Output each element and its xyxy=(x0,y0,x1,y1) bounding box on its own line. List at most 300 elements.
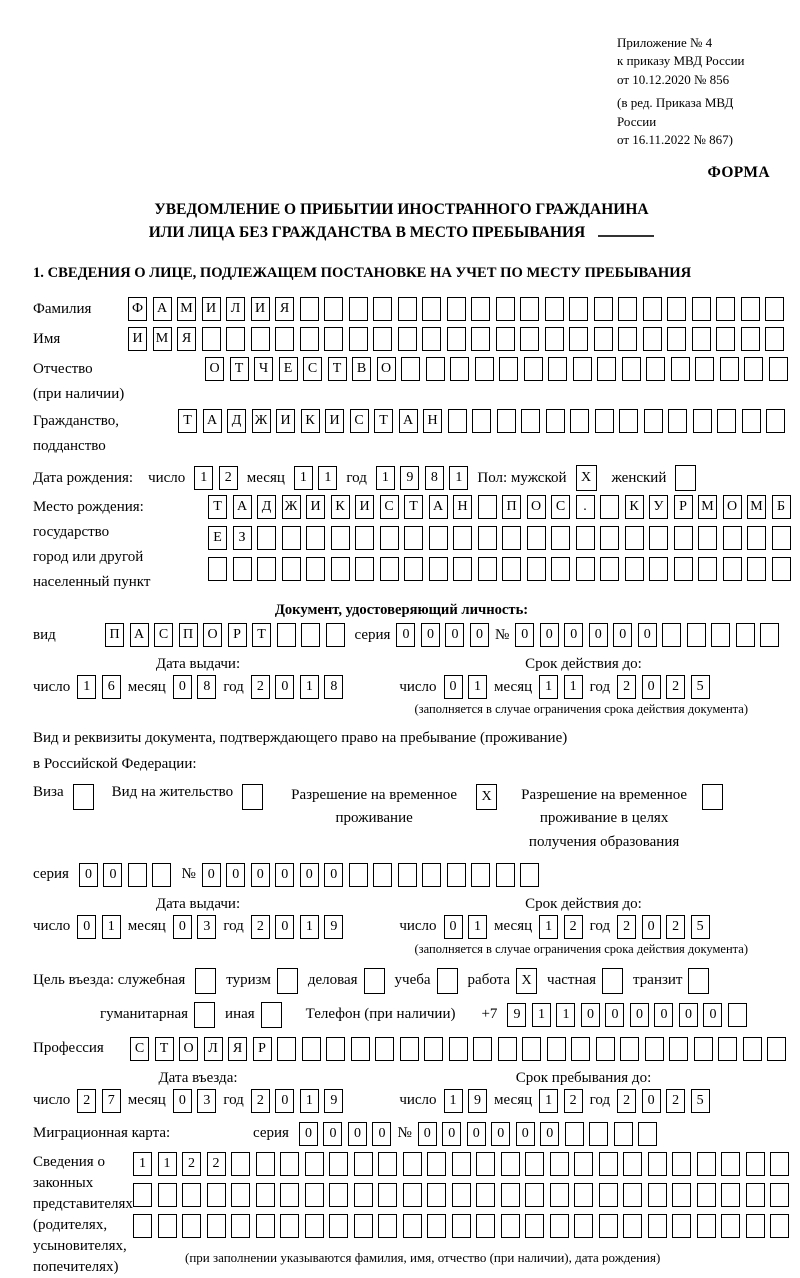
purpose-work-checkbox xyxy=(516,968,537,994)
char-box xyxy=(306,557,325,581)
visa-option xyxy=(33,784,94,810)
char-box xyxy=(355,526,374,550)
char-box xyxy=(723,526,742,550)
char-box xyxy=(718,1037,737,1061)
char-box xyxy=(746,1183,765,1207)
char-box: И xyxy=(202,297,221,321)
char-box: А xyxy=(203,409,222,433)
char-box xyxy=(638,1122,657,1146)
residence-doc-number-boxes xyxy=(202,863,540,887)
char-box xyxy=(520,863,539,887)
char-box: 0 xyxy=(202,863,221,887)
char-box: 1 xyxy=(539,1089,558,1113)
representatives-label xyxy=(33,1152,133,1278)
char-box xyxy=(354,1183,373,1207)
char-box xyxy=(427,1214,446,1238)
visa-checkbox xyxy=(73,784,94,810)
char-box: 5 xyxy=(691,1089,710,1113)
char-box: 1 xyxy=(468,915,487,939)
char-box xyxy=(643,327,662,351)
char-box: И xyxy=(355,495,374,519)
char-box xyxy=(329,1152,348,1176)
char-box xyxy=(747,526,766,550)
char-box xyxy=(687,623,706,647)
char-box xyxy=(570,409,589,433)
char-box: У xyxy=(649,495,668,519)
char-box: 0 xyxy=(516,1122,535,1146)
char-box xyxy=(158,1183,177,1207)
char-box xyxy=(496,863,515,887)
char-box: 3 xyxy=(197,915,216,939)
char-box: 1 xyxy=(194,466,213,490)
char-box xyxy=(525,1152,544,1176)
citizenship-label-line-1: Гражданство, xyxy=(33,413,120,430)
char-box xyxy=(694,1037,713,1061)
month-boxes xyxy=(173,915,217,939)
representatives-boxes-row-2 xyxy=(133,1183,789,1207)
char-box: 0 xyxy=(173,1089,192,1113)
year-boxes xyxy=(251,915,344,939)
char-box xyxy=(597,357,616,381)
char-box xyxy=(473,1037,492,1061)
char-box: 1 xyxy=(300,675,319,699)
char-box xyxy=(644,409,663,433)
year-label: год xyxy=(223,918,244,935)
residence-doc-dates-row xyxy=(33,915,770,939)
residence-doc-type-row xyxy=(33,784,770,854)
char-box: 0 xyxy=(540,1122,559,1146)
char-box: 1 xyxy=(468,675,487,699)
char-box: 0 xyxy=(173,915,192,939)
char-box xyxy=(571,1037,590,1061)
char-box xyxy=(478,495,497,519)
char-box: Т xyxy=(178,409,197,433)
char-box xyxy=(277,968,298,994)
char-box xyxy=(501,1152,520,1176)
char-box xyxy=(649,557,668,581)
purpose-commercial-checkbox xyxy=(364,968,385,994)
migration-card-series-boxes xyxy=(299,1122,392,1146)
char-box: К xyxy=(331,495,350,519)
identity-doc-dates-headings xyxy=(33,656,770,673)
form-label: ФОРМА xyxy=(707,163,770,181)
char-box xyxy=(275,327,294,351)
char-box xyxy=(550,1152,569,1176)
char-box xyxy=(447,863,466,887)
char-box xyxy=(202,327,221,351)
sex-male-checkbox xyxy=(576,465,597,491)
representatives-boxes-row-3 xyxy=(133,1214,789,1238)
birth-day-boxes xyxy=(194,466,238,490)
char-box: 3 xyxy=(197,1089,216,1113)
char-box: 0 xyxy=(642,915,661,939)
char-box: 6 xyxy=(102,675,121,699)
char-box xyxy=(618,297,637,321)
char-box xyxy=(403,1214,422,1238)
char-box xyxy=(401,357,420,381)
char-box: 9 xyxy=(468,1089,487,1113)
char-box xyxy=(449,1037,468,1061)
char-box: Р xyxy=(253,1037,272,1061)
char-box xyxy=(576,557,595,581)
char-box xyxy=(305,1214,324,1238)
char-box xyxy=(329,1183,348,1207)
char-box xyxy=(524,357,543,381)
residence-doc-intro xyxy=(33,726,770,777)
char-box xyxy=(648,1183,667,1207)
residence-doc-issue-date xyxy=(33,915,343,939)
char-box xyxy=(717,409,736,433)
char-box: 2 xyxy=(77,1089,96,1113)
char-box xyxy=(565,1122,584,1146)
month-label: месяц xyxy=(127,678,166,695)
patronymic-label-line-2: (при наличии) xyxy=(33,386,125,403)
char-box xyxy=(765,327,784,351)
char-box xyxy=(437,968,458,994)
char-box: О xyxy=(723,495,742,519)
char-box xyxy=(674,526,693,550)
identity-doc-kind-label: вид xyxy=(33,626,56,643)
char-box xyxy=(550,1214,569,1238)
char-box xyxy=(302,1037,321,1061)
char-box xyxy=(182,1214,201,1238)
char-box xyxy=(300,327,319,351)
char-box xyxy=(426,357,445,381)
char-box xyxy=(648,1152,667,1176)
char-box: Д xyxy=(257,495,276,519)
char-box xyxy=(471,863,490,887)
char-box: О xyxy=(527,495,546,519)
char-box: 1 xyxy=(102,915,121,939)
purpose-other-checkbox xyxy=(261,1002,282,1028)
day-boxes xyxy=(444,915,488,939)
char-box xyxy=(772,557,791,581)
char-box xyxy=(324,327,343,351)
surname-row xyxy=(33,297,770,321)
patronymic-boxes xyxy=(205,357,788,381)
char-box xyxy=(520,297,539,321)
char-box xyxy=(736,623,755,647)
residence-doc-issue-heading: Дата выдачи: xyxy=(155,895,241,912)
char-box: 2 xyxy=(666,675,685,699)
representatives-label-line-2: законных xyxy=(33,1174,94,1191)
char-box xyxy=(355,557,374,581)
char-box: Е xyxy=(208,526,227,550)
char-box xyxy=(769,357,788,381)
residence-doc-series-label: серия xyxy=(33,866,69,883)
char-box xyxy=(422,863,441,887)
citizenship-row xyxy=(33,409,770,459)
entry-date-heading: Дата въезда: xyxy=(158,1069,238,1086)
month-label: месяц xyxy=(127,1092,166,1109)
char-box xyxy=(378,1152,397,1176)
char-box xyxy=(525,1183,544,1207)
appendix-edition-line-1: (в ред. Приказа МВД России xyxy=(617,95,734,129)
birth-place-boxes-row-1 xyxy=(208,495,791,519)
purpose-study-checkbox xyxy=(437,968,458,994)
char-box xyxy=(354,1214,373,1238)
migration-card-number-label: № xyxy=(397,1125,412,1142)
char-box xyxy=(550,1183,569,1207)
char-box xyxy=(602,968,623,994)
char-box xyxy=(496,327,515,351)
title-line-2-text: ИЛИ ЛИЦА БЕЗ ГРАЖДАНСТВА В МЕСТО ПРЕБЫВАНИЯ xyxy=(148,223,586,241)
char-box: 2 xyxy=(251,915,270,939)
char-box xyxy=(476,1214,495,1238)
char-box: 1 xyxy=(318,466,337,490)
char-box: 1 xyxy=(564,675,583,699)
purpose-other-label: иная xyxy=(225,1006,255,1023)
identity-doc-expiry-date xyxy=(399,675,709,699)
char-box: Ч xyxy=(254,357,273,381)
surname-boxes xyxy=(128,297,784,321)
char-box: 2 xyxy=(251,675,270,699)
char-box xyxy=(711,623,730,647)
char-box: 0 xyxy=(642,1089,661,1113)
purpose-study-label: учеба xyxy=(394,972,431,989)
char-box xyxy=(133,1183,152,1207)
char-box xyxy=(400,1037,419,1061)
char-box xyxy=(576,526,595,550)
char-box: 5 xyxy=(691,675,710,699)
birth-place-label-line-3: город или другой xyxy=(33,549,144,566)
char-box xyxy=(667,297,686,321)
char-box xyxy=(364,968,385,994)
char-box: Л xyxy=(204,1037,223,1061)
char-box xyxy=(767,1037,786,1061)
char-box xyxy=(600,495,619,519)
char-box: 2 xyxy=(207,1152,226,1176)
char-box xyxy=(697,1183,716,1207)
char-box: Р xyxy=(674,495,693,519)
char-box: 1 xyxy=(133,1152,152,1176)
char-box xyxy=(404,526,423,550)
char-box: 2 xyxy=(617,1089,636,1113)
char-box: 0 xyxy=(348,1122,367,1146)
char-box: 1 xyxy=(449,466,468,490)
char-box xyxy=(349,863,368,887)
year-boxes xyxy=(617,915,710,939)
identity-doc-dates-row xyxy=(33,675,770,699)
year-label: год xyxy=(589,918,611,935)
char-box xyxy=(623,1183,642,1207)
char-box xyxy=(429,526,448,550)
char-box xyxy=(728,1003,747,1027)
char-box xyxy=(692,297,711,321)
char-box: 1 xyxy=(556,1003,575,1027)
char-box xyxy=(594,327,613,351)
char-box: 0 xyxy=(323,1122,342,1146)
char-box xyxy=(349,327,368,351)
char-box xyxy=(354,1152,373,1176)
purpose-commercial-label: деловая xyxy=(307,972,358,989)
char-box xyxy=(692,327,711,351)
char-box xyxy=(242,784,263,810)
firstname-boxes xyxy=(128,327,784,351)
char-box: 0 xyxy=(564,623,583,647)
char-box xyxy=(574,1183,593,1207)
profession-row xyxy=(33,1037,770,1061)
char-box: 0 xyxy=(467,1122,486,1146)
char-box xyxy=(404,557,423,581)
identity-doc-number-boxes xyxy=(515,623,779,647)
char-box xyxy=(453,526,472,550)
purpose-humanitarian-checkbox xyxy=(194,1002,215,1028)
char-box xyxy=(599,1152,618,1176)
migration-card-label: Миграционная карта: xyxy=(33,1125,171,1142)
char-box xyxy=(646,357,665,381)
char-box: С xyxy=(380,495,399,519)
char-box: 0 xyxy=(275,915,294,939)
residence-doc-expiry-note: (заполняется в случае ограничения срока действия документа) xyxy=(414,941,748,956)
char-box xyxy=(721,1214,740,1238)
char-box: Е xyxy=(279,357,298,381)
entry-dates-row xyxy=(33,1089,770,1113)
char-box xyxy=(746,1152,765,1176)
char-box: 5 xyxy=(691,915,710,939)
stay-until-date xyxy=(399,1089,709,1113)
char-box xyxy=(614,1122,633,1146)
char-box xyxy=(600,557,619,581)
char-box xyxy=(766,409,785,433)
citizenship-label-line-2: подданство xyxy=(33,438,106,455)
char-box xyxy=(574,1214,593,1238)
char-box xyxy=(380,557,399,581)
char-box xyxy=(596,1037,615,1061)
char-box: 9 xyxy=(324,1089,343,1113)
representatives-label-line-4: (родителях, xyxy=(33,1216,108,1233)
char-box: 0 xyxy=(638,623,657,647)
char-box: 0 xyxy=(418,1122,437,1146)
citizenship-boxes xyxy=(178,409,785,433)
char-box: Н xyxy=(453,495,472,519)
identity-doc-series-label: серия xyxy=(354,626,391,643)
char-box: 0 xyxy=(491,1122,510,1146)
representatives-label-line-6: попечителях) xyxy=(33,1258,119,1275)
char-box xyxy=(675,465,696,491)
char-box xyxy=(280,1183,299,1207)
char-box: 2 xyxy=(617,675,636,699)
char-box xyxy=(765,297,784,321)
char-box xyxy=(520,327,539,351)
residence-doc-expiry-heading: Срок действия до: xyxy=(525,895,642,912)
char-box xyxy=(231,1214,250,1238)
char-box: Т xyxy=(328,357,347,381)
char-box xyxy=(257,557,276,581)
appendix-line-2: к приказу МВД России xyxy=(617,53,745,69)
char-box xyxy=(688,968,709,994)
char-box xyxy=(743,1037,762,1061)
identity-doc-number-label: № xyxy=(494,626,510,643)
char-box xyxy=(73,784,94,810)
char-box: И xyxy=(251,297,270,321)
char-box: П xyxy=(502,495,521,519)
char-box xyxy=(226,327,245,351)
char-box xyxy=(522,1037,541,1061)
char-box: 2 xyxy=(182,1152,201,1176)
char-box xyxy=(233,557,252,581)
migration-card-number-boxes xyxy=(418,1122,658,1146)
char-box xyxy=(620,1037,639,1061)
day-boxes xyxy=(77,1089,121,1113)
purpose-humanitarian-label: гуманитарная xyxy=(100,1006,189,1023)
char-box xyxy=(716,327,735,351)
char-box: Н xyxy=(423,409,442,433)
purpose-private-checkbox xyxy=(602,968,623,994)
char-box xyxy=(589,1122,608,1146)
identity-doc-row xyxy=(33,623,770,647)
char-box: 1 xyxy=(300,1089,319,1113)
char-box xyxy=(422,327,441,351)
appendix-edition-line-2: от 16.11.2022 № 867) xyxy=(617,132,734,148)
char-box: 8 xyxy=(197,675,216,699)
sex-male-label: Пол: мужской xyxy=(477,469,567,486)
char-box xyxy=(450,357,469,381)
char-box xyxy=(133,1214,152,1238)
char-box: 9 xyxy=(507,1003,526,1027)
char-box xyxy=(331,526,350,550)
char-box: 0 xyxy=(173,675,192,699)
day-boxes xyxy=(77,675,121,699)
purpose-commercial-option xyxy=(308,968,385,994)
char-box: 1 xyxy=(532,1003,551,1027)
char-box: 0 xyxy=(642,675,661,699)
char-box: М xyxy=(747,495,766,519)
char-box: X xyxy=(516,968,537,994)
representatives-label-line-1: Сведения о xyxy=(33,1153,105,1170)
char-box: А xyxy=(153,297,172,321)
section1-heading: 1. СВЕДЕНИЯ О ЛИЦЕ, ПОДЛЕЖАЩЕМ ПОСТАНОВКЕ НА УЧЕТ ПО МЕСТУ ПРЕБЫВАНИЯ xyxy=(33,265,692,282)
char-box xyxy=(674,557,693,581)
char-box: 1 xyxy=(294,466,313,490)
char-box: А xyxy=(429,495,448,519)
char-box xyxy=(742,409,761,433)
char-box: Ж xyxy=(252,409,271,433)
char-box: М xyxy=(698,495,717,519)
char-box xyxy=(324,297,343,321)
char-box xyxy=(282,526,301,550)
char-box xyxy=(475,357,494,381)
char-box: 0 xyxy=(79,863,98,887)
char-box xyxy=(501,1214,520,1238)
char-box xyxy=(618,327,637,351)
char-box xyxy=(422,297,441,321)
char-box xyxy=(569,327,588,351)
char-box xyxy=(452,1183,471,1207)
char-box: 0 xyxy=(540,623,559,647)
year-boxes xyxy=(251,1089,344,1113)
char-box xyxy=(746,1214,765,1238)
char-box: Ж xyxy=(282,495,301,519)
day-label: число xyxy=(399,1092,437,1109)
birth-place-row xyxy=(33,495,786,595)
representatives-boxes-row-1 xyxy=(133,1152,789,1176)
char-box: В xyxy=(352,357,371,381)
purpose-transit-checkbox xyxy=(688,968,709,994)
char-box: О xyxy=(205,357,224,381)
char-box xyxy=(427,1183,446,1207)
char-box xyxy=(471,297,490,321)
birth-place-boxes-row-3 xyxy=(208,557,791,581)
identity-doc-expiry-note: (заполняется в случае ограничения срока действия документа) xyxy=(414,702,748,717)
char-box: Т xyxy=(252,623,271,647)
phone-prefix: +7 xyxy=(481,1006,498,1023)
char-box xyxy=(625,557,644,581)
purpose-business-checkbox xyxy=(195,968,216,994)
char-box: И xyxy=(128,327,147,351)
title-line-2 xyxy=(33,221,770,244)
char-box: X xyxy=(476,784,497,810)
